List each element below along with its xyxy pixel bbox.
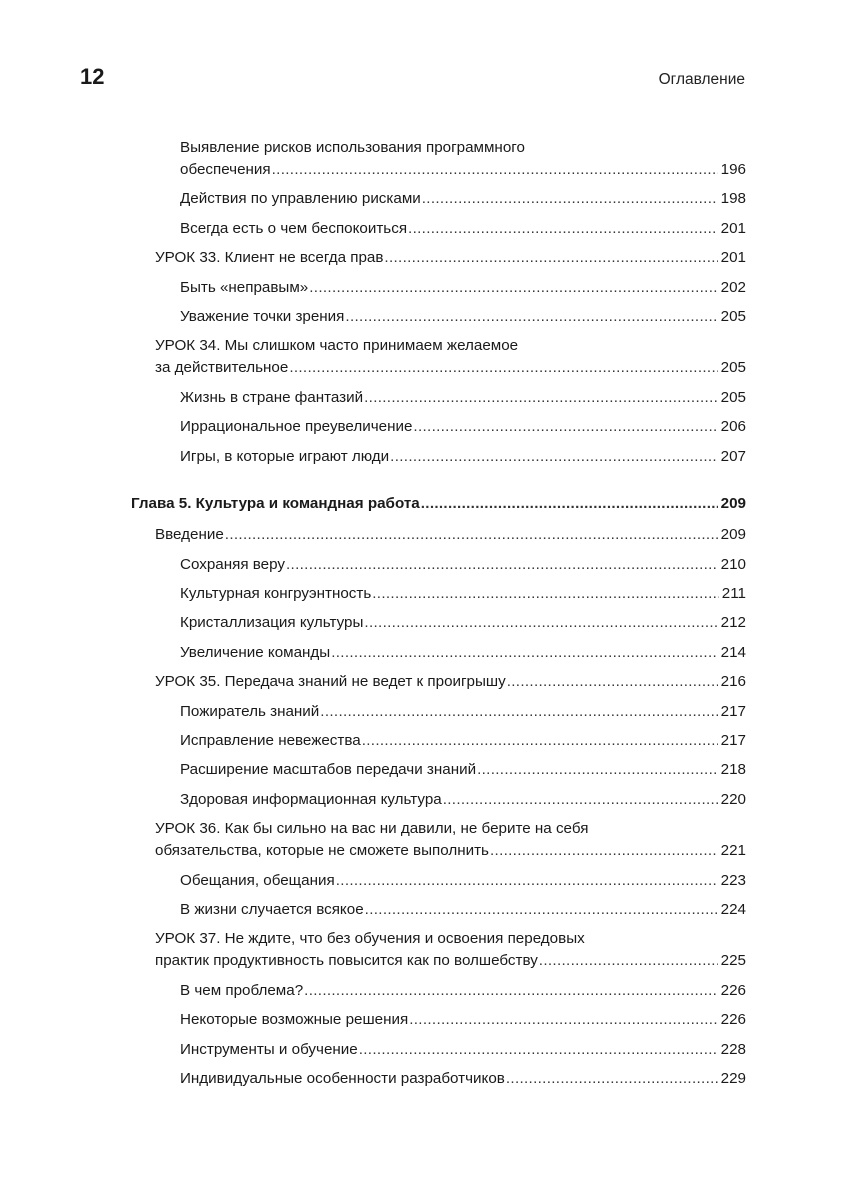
dot-leader	[365, 899, 718, 921]
toc-entry-title: Быть «неправым»	[180, 278, 309, 296]
dot-leader	[286, 554, 718, 576]
toc-entry-title: Действия по управлению рисками	[180, 190, 421, 208]
toc-entry-title: Обещания, обещания	[180, 871, 335, 889]
dot-leader	[336, 870, 718, 892]
toc-entry-title: Исправление невежества	[180, 732, 361, 750]
dot-leader	[372, 583, 719, 605]
dot-leader	[409, 1009, 717, 1031]
toc-entry-title: обязательства, которые не сможете выполнить	[155, 842, 489, 860]
dot-leader	[345, 306, 717, 328]
toc-section	[180, 1009, 746, 1038]
dot-leader	[490, 840, 718, 862]
dot-leader	[364, 387, 718, 409]
toc-entry-title: Уважение точки зрения	[180, 307, 345, 325]
toc-lesson	[155, 247, 746, 276]
toc-page-number: 214	[720, 643, 746, 661]
toc-entry-title: практик продуктивность повысится как по волшебству	[155, 952, 538, 970]
dot-leader	[304, 980, 718, 1002]
toc-section	[180, 789, 746, 818]
toc-lesson	[155, 818, 746, 869]
dot-leader	[331, 642, 717, 664]
toc-section	[180, 277, 746, 306]
toc-page-number: 212	[720, 614, 746, 632]
toc-entry-title: УРОК 35. Передача знаний не ведет к проигрышу	[155, 673, 506, 691]
dot-leader	[309, 277, 717, 299]
toc-entry-title: В жизни случается всякое	[180, 900, 364, 918]
running-title: Оглавление	[658, 71, 745, 88]
toc-entry-title: Игры, в которые играют люди	[180, 447, 390, 465]
toc-entry-title: Здоровая информационная культура	[180, 790, 442, 808]
toc-page-number: 196	[720, 161, 746, 178]
toc-page-number: 206	[720, 418, 746, 436]
toc-page-number: 216	[720, 673, 746, 691]
dot-leader	[359, 1039, 718, 1061]
toc-entry-title: Введение	[155, 526, 224, 544]
toc-entry-title: за действительное	[155, 359, 289, 377]
dot-leader	[443, 789, 718, 811]
toc-page-number: 228	[720, 1040, 746, 1058]
toc-section	[180, 218, 746, 247]
toc-entry-title: Иррациональное преувеличение	[180, 418, 413, 436]
toc-entry-title: УРОК 36. Как бы сильно на вас ни давили, не берите на себя	[155, 820, 589, 838]
dot-leader	[364, 612, 717, 634]
toc-entry-title: УРОК 34. Мы слишком часто принимаем желаемое	[155, 337, 519, 355]
toc-entry-title: Пожиратель знаний	[180, 702, 320, 720]
toc-entry-title: Инструменты и обучение	[180, 1040, 358, 1058]
toc-section	[180, 387, 746, 416]
dot-leader	[422, 188, 718, 210]
toc-section	[180, 980, 746, 1009]
toc-page-number: 221	[720, 842, 746, 860]
toc-page-number: 205	[720, 307, 746, 325]
toc-section	[180, 446, 746, 475]
toc-section	[180, 701, 746, 730]
toc-section	[180, 1068, 746, 1097]
toc-section	[180, 612, 746, 641]
toc-page-number: 224	[720, 900, 746, 918]
toc-section	[180, 642, 746, 671]
toc-section	[180, 870, 746, 899]
toc-entry-title: УРОК 33. Клиент не всегда прав	[155, 249, 384, 267]
toc-section	[180, 1039, 746, 1068]
toc-lesson	[155, 928, 746, 979]
toc-page-number: 202	[720, 278, 746, 296]
toc-lesson	[155, 671, 746, 700]
dot-leader	[421, 493, 718, 515]
toc-lesson	[155, 335, 746, 386]
dot-leader	[539, 950, 718, 972]
toc-entry-title: УРОК 37. Не ждите, что без обучения и освоения передовых	[155, 930, 585, 948]
page-number: 12	[80, 64, 105, 89]
toc-page-number: 226	[720, 1011, 746, 1029]
toc-page-number: 201	[720, 219, 746, 237]
toc-entry-title: В чем проблема?	[180, 981, 304, 999]
dot-leader	[362, 730, 718, 752]
dot-leader	[320, 701, 717, 723]
toc-page-number: 225	[720, 952, 746, 970]
toc-page-number: 211	[721, 585, 746, 603]
dot-leader	[408, 218, 718, 240]
dot-leader	[384, 247, 717, 269]
toc-page-number: 205	[720, 388, 746, 406]
toc-page-number: 207	[720, 447, 746, 465]
toc-entry-title: Кристаллизация культуры	[180, 614, 364, 632]
toc-chapter	[131, 493, 746, 522]
toc-page-number: 210	[720, 555, 746, 573]
toc-page-number: 205	[720, 359, 746, 377]
toc-lesson	[155, 524, 746, 553]
toc-section	[180, 188, 746, 217]
toc-entry-title: Глава 5. Культура и командная работа	[131, 494, 420, 512]
table-of-contents	[0, 137, 849, 1097]
toc-section	[180, 306, 746, 335]
toc-section	[180, 554, 746, 583]
toc-entry-title: Расширение масштабов передачи знаний	[180, 761, 477, 779]
dot-leader	[506, 1068, 718, 1090]
toc-section	[180, 583, 746, 612]
toc-entry-title: Выявление рисков использования программного	[180, 139, 525, 156]
dot-leader	[507, 671, 718, 693]
toc-entry-title: Культурная конгруэнтность	[180, 585, 372, 603]
toc-page-number: 201	[720, 249, 746, 267]
toc-section	[180, 759, 746, 788]
dot-leader	[477, 759, 718, 781]
dot-leader	[413, 416, 717, 438]
toc-page-number: 217	[720, 732, 746, 750]
toc-entry-title: Некоторые возможные решения	[180, 1011, 409, 1029]
toc-section	[180, 416, 746, 445]
toc-section	[180, 137, 746, 188]
toc-entry-title: Жизнь в стране фантазий	[180, 388, 364, 406]
toc-page-number: 217	[720, 702, 746, 720]
dot-leader	[289, 357, 717, 379]
toc-entry-title: Сохраняя веру	[180, 555, 285, 573]
toc-entry-title: Индивидуальные особенности разработчиков	[180, 1069, 505, 1087]
dot-leader	[225, 524, 718, 546]
toc-section	[180, 899, 746, 928]
toc-page-number: 209	[720, 494, 746, 512]
toc-page-number: 198	[720, 190, 746, 208]
toc-entry-title: Всегда есть о чем беспокоиться	[180, 219, 408, 237]
dot-leader	[272, 159, 718, 181]
toc-entry-title: Увеличение команды	[180, 643, 331, 661]
toc-page-number: 209	[720, 526, 746, 544]
toc-page-number: 223	[720, 871, 746, 889]
toc-page-number: 220	[720, 790, 746, 808]
toc-page-number: 218	[720, 761, 746, 779]
toc-section	[180, 730, 746, 759]
toc-entry-title: обеспечения	[180, 161, 271, 178]
dot-leader	[390, 446, 718, 468]
toc-page-number: 229	[720, 1069, 746, 1087]
toc-page-number: 226	[720, 981, 746, 999]
